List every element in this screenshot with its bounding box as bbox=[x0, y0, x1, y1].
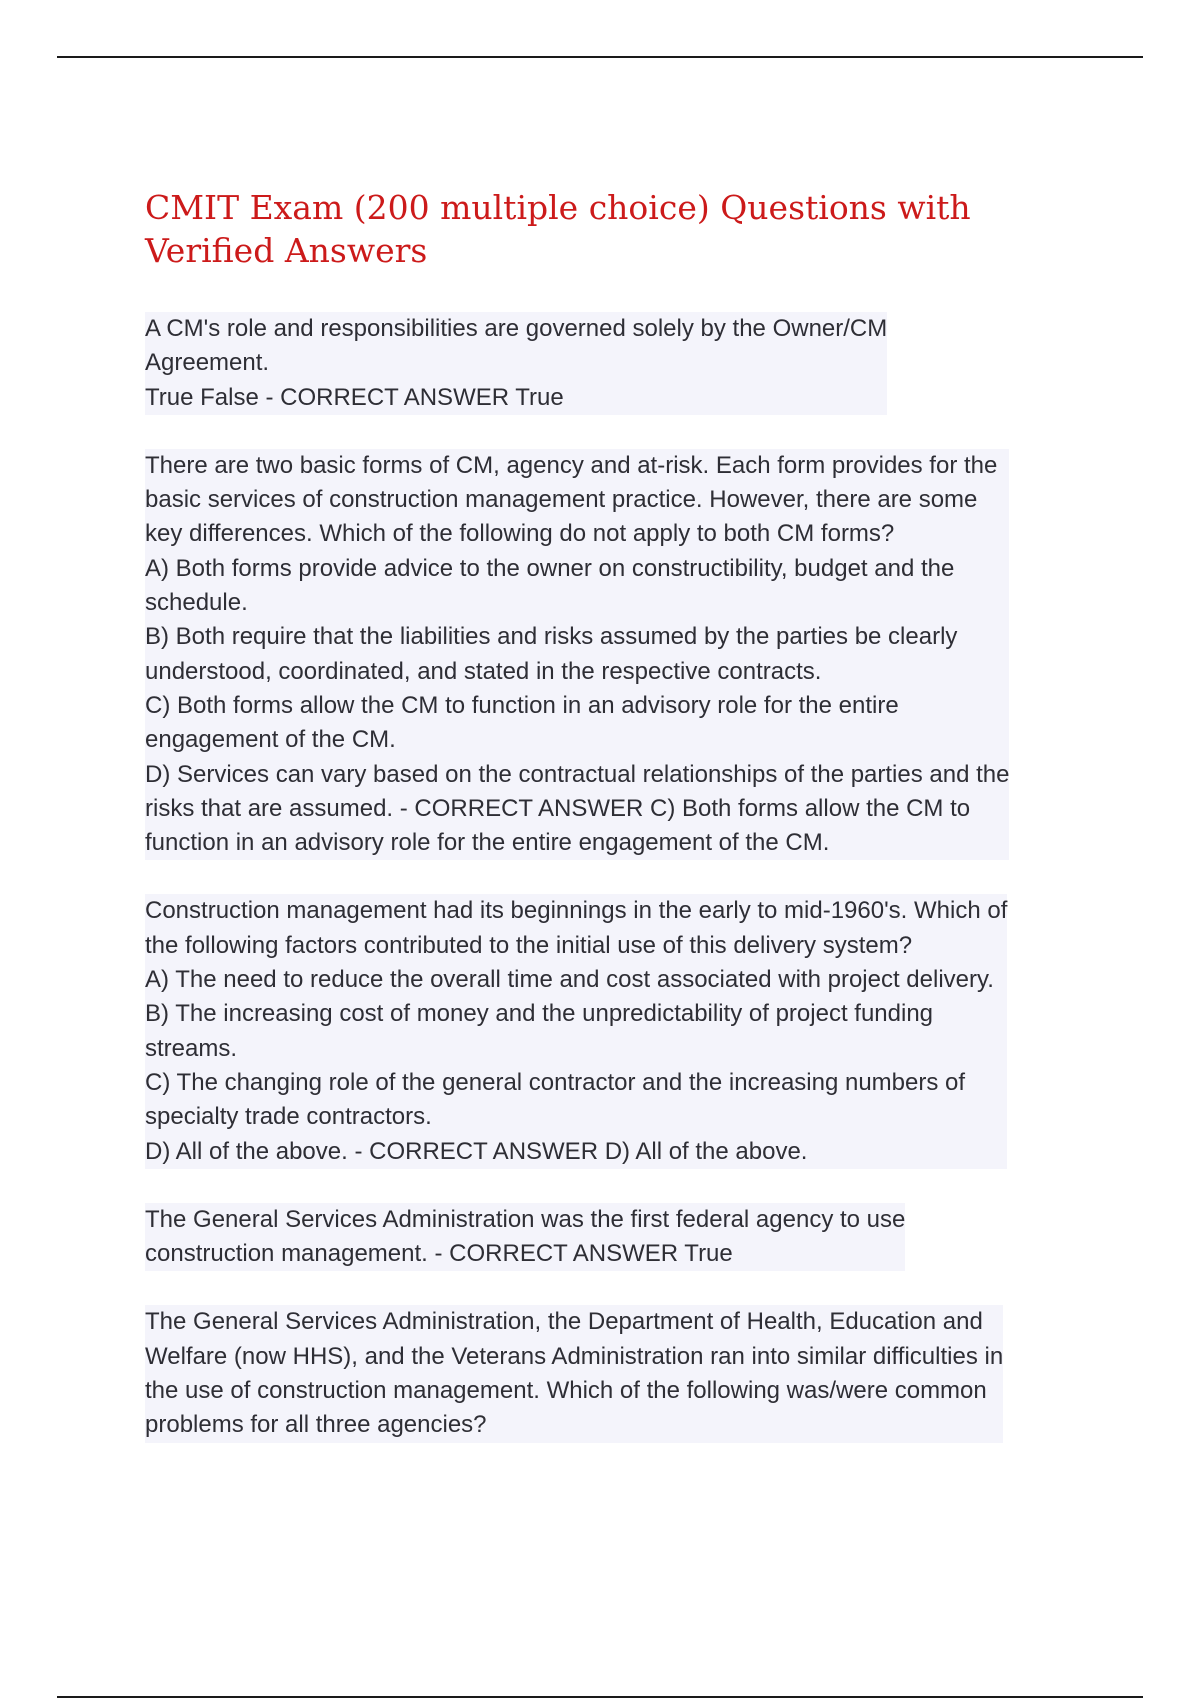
text-line: basic services of construction management practice. However, there are some bbox=[145, 486, 978, 514]
qa-block bbox=[145, 312, 887, 415]
text-line: Welfare (now HHS), and the Veterans Administration ran into similar difficulties in bbox=[145, 1342, 1004, 1370]
text-line: Agreement. bbox=[145, 349, 270, 377]
text-line: specialty trade contractors. bbox=[145, 1103, 432, 1131]
text-line: key differences. Which of the following do not apply to both CM forms? bbox=[145, 520, 895, 548]
text-line: construction management. - CORRECT ANSWER True bbox=[145, 1240, 733, 1268]
text-line: C) The changing role of the general contractor and the increasing numbers of bbox=[145, 1068, 966, 1096]
text-line: streams. bbox=[145, 1034, 238, 1062]
text-line: C) Both forms allow the CM to function in an advisory role for the entire bbox=[145, 691, 899, 719]
text-line: the use of construction management. Which of the following was/were common bbox=[145, 1377, 987, 1405]
text-line: D) Services can vary based on the contractual relationships of the parties and the bbox=[145, 760, 1010, 788]
text-line: The General Services Administration was the first federal agency to use bbox=[145, 1205, 906, 1233]
text-line: function in an advisory role for the entire engagement of the CM. bbox=[145, 829, 830, 857]
qa-block bbox=[145, 1203, 905, 1272]
text-line: True False - CORRECT ANSWER True bbox=[145, 383, 564, 411]
text-line: A CM's role and responsibilities are governed solely by the Owner/CM bbox=[145, 315, 888, 342]
document-body bbox=[145, 186, 1085, 1477]
text-line: The General Services Administration, the Department of Health, Education and bbox=[145, 1308, 983, 1336]
text-line: the following factors contributed to the initial use of this delivery system? bbox=[145, 931, 913, 959]
text-line: A) Both forms provide advice to the owner on constructibility, budget and the bbox=[145, 554, 955, 582]
text-line: D) All of the above. - CORRECT ANSWER D) All of the above. bbox=[145, 1137, 808, 1165]
qa-block bbox=[145, 449, 1009, 861]
text-line: B) Both require that the liabilities and risks assumed by the parties be clearly bbox=[145, 623, 958, 651]
text-line: risks that are assumed. - CORRECT ANSWER C) Both forms allow the CM to bbox=[145, 794, 971, 822]
text-line: understood, coordinated, and stated in the respective contracts. bbox=[145, 657, 822, 685]
text-line: engagement of the CM. bbox=[145, 726, 396, 754]
text-line: Construction management had its beginnings in the early to mid-1960's. Which of bbox=[145, 897, 1008, 925]
text-line: schedule. bbox=[145, 589, 248, 617]
text-line: There are two basic forms of CM, agency and at-risk. Each form provides for the bbox=[145, 451, 998, 479]
top-rule bbox=[57, 56, 1143, 58]
qa-block bbox=[145, 894, 1007, 1168]
bottom-rule bbox=[57, 1696, 1143, 1698]
text-line: problems for all three agencies? bbox=[145, 1411, 487, 1439]
qa-block bbox=[145, 1305, 1003, 1442]
document-title: CMIT Exam (200 multiple choice) Questions with Verified Answers bbox=[145, 188, 971, 270]
text-line: B) The increasing cost of money and the unpredictability of project funding bbox=[145, 1000, 934, 1028]
text-line: A) The need to reduce the overall time and cost associated with project delivery. bbox=[145, 966, 994, 994]
